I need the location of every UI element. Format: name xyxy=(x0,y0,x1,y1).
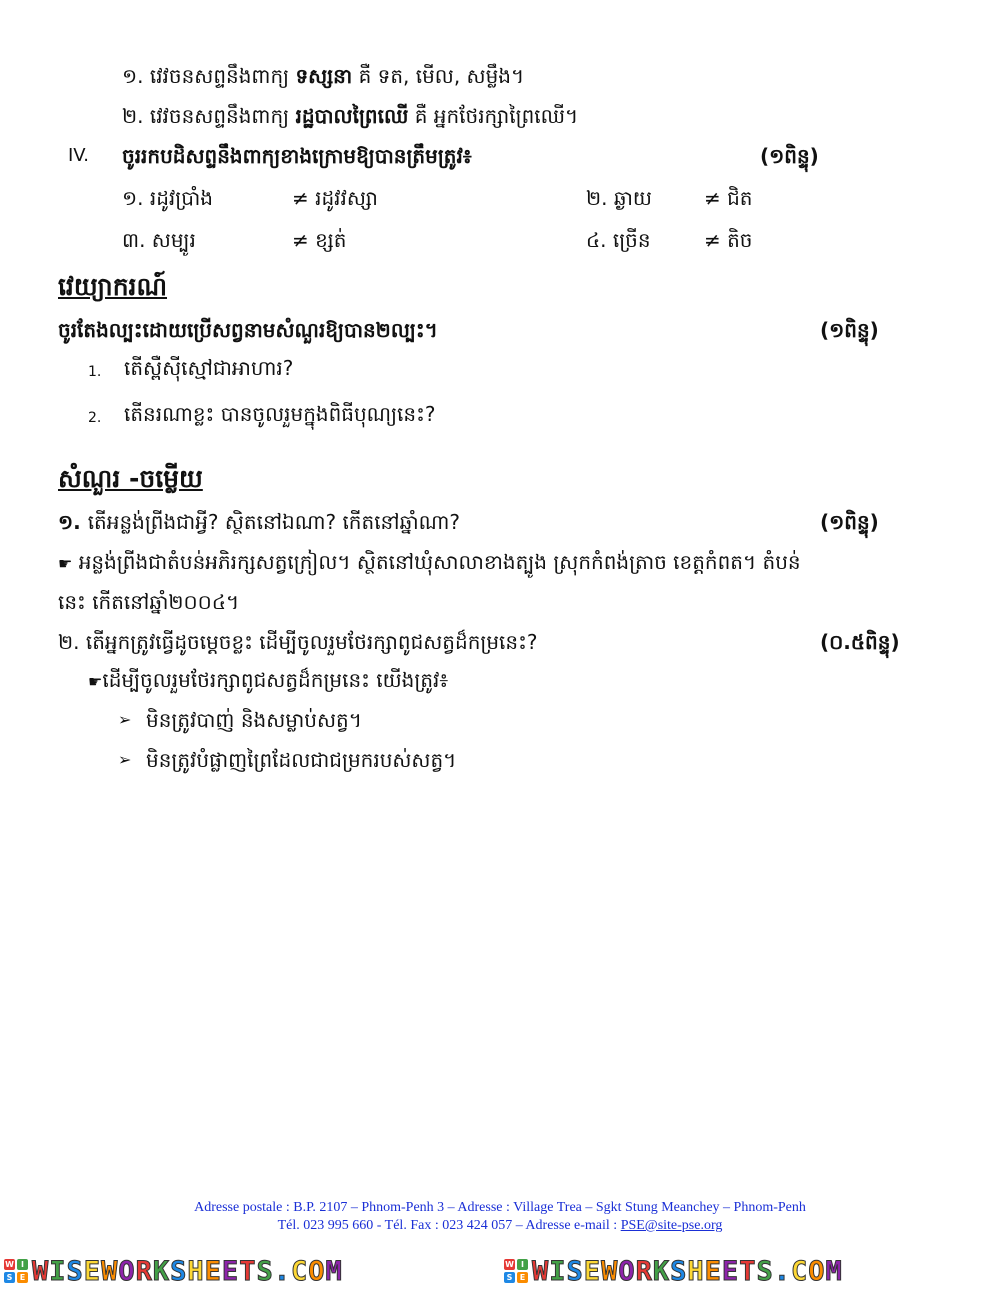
grammar-sentence: តើស្ពឺស៊ីស្មៅជាអាហារ? xyxy=(124,356,294,380)
brand-letter: H xyxy=(687,1255,705,1287)
answer-2-item: មិនត្រូវបាញ់ និងសម្លាប់សត្វ។ xyxy=(146,708,362,732)
vocab-example-2 xyxy=(122,102,578,130)
brand-letter: O xyxy=(618,1255,636,1287)
question-number: ១. xyxy=(58,510,88,534)
answer-2-item: មិនត្រូវបំផ្លាញព្រៃដែលជាជម្រករបស់សត្វ។ xyxy=(146,748,457,772)
antonym-word: ២. ឆ្ងាយ xyxy=(586,186,652,210)
brand-letter: R xyxy=(635,1255,653,1287)
grammar-sentence: តើនរណាខ្លះ បានចូលរួមក្នុងពិធីបុណ្យនេះ? xyxy=(124,402,436,426)
brand-letter: O xyxy=(808,1255,826,1287)
grammar-instruction: ចូរតែងល្បះដោយប្រើសព្វនាមសំណួរឱ្យបាន២ល្បះ។ xyxy=(58,318,438,342)
brand-letter: H xyxy=(187,1255,205,1287)
antonym-pair: ≠ រដូវវស្សា xyxy=(292,186,378,210)
antonym-pair: ≠ ខ្សត់ xyxy=(292,228,347,252)
answer-1-line-1 xyxy=(58,548,801,578)
brand-text xyxy=(532,1256,843,1287)
vocab-example-meaning: គឺ ទត, មើល, សម្លឹង។ xyxy=(352,64,525,88)
logo-letter: W xyxy=(5,1260,14,1269)
brand-letter: R xyxy=(135,1255,153,1287)
vocab-example-meaning: គឺ អ្នកថែរក្សាព្រៃឈើ។ xyxy=(408,104,579,128)
brand-letter: S xyxy=(256,1255,274,1287)
brand-letter: C xyxy=(290,1255,309,1287)
antonym-pair: ≠ ជិត xyxy=(704,186,753,210)
antonym-word: ៣. សម្បូរ xyxy=(122,228,196,252)
arrow-bullet-icon: ➢ xyxy=(118,710,132,729)
arrow-bullet-icon: ➢ xyxy=(118,750,132,769)
vocab-example-1 xyxy=(122,62,524,90)
pointing-hand-icon: ☛ xyxy=(58,554,73,573)
question-2-points: (០.៥ពិន្ទុ) xyxy=(820,630,900,654)
brand-logo-2[interactable] xyxy=(504,1255,843,1287)
email-link[interactable]: PSE@site-pse.org xyxy=(620,1218,723,1233)
brand-letter: W xyxy=(532,1255,550,1287)
vocab-example-prefix: ១. វេវចនសព្ទនឹងពាក្យ xyxy=(122,64,296,88)
answer-text: អន្លង់ព្រីងជាតំបន់អភិរក្សសត្វក្រៀល។ ស្ថិតនៅឃុំសាលាខាងត្បូង ស្រុកកំពង់ត្រាច ខេត្តកំពត។ តំបន់ xyxy=(78,550,801,574)
footer-contact xyxy=(0,1217,1000,1234)
brand-letter: W xyxy=(101,1255,119,1287)
antonym-pair: ≠ តិច xyxy=(704,228,753,252)
brand-logo-1[interactable] xyxy=(4,1255,343,1287)
section-iv-instruction: ចូររកបដិសព្ទនឹងពាក្យខាងក្រោមឱ្យបានត្រឹមត្រូវ៖ xyxy=(122,144,472,168)
brand-text xyxy=(32,1256,343,1287)
logo-letter: E xyxy=(517,1272,528,1283)
brand-letter: M xyxy=(325,1255,343,1287)
question-2: ២. តើអ្នកត្រូវធ្វើដូចម្ដេចខ្លះ ដើម្បីចូលរួមថែរក្សាពូជសត្វដ៏កម្រនេះ? xyxy=(58,630,538,654)
brand-strip xyxy=(0,1255,1000,1287)
logo-letter: E xyxy=(17,1272,28,1283)
vocab-example-word: រដ្ឋបាលព្រៃឈើ xyxy=(295,104,409,128)
question-text: តើអន្លង់ព្រីងជាអ្វី? ស្ថិតនៅឯណា? កើតនៅឆ្នាំណា? xyxy=(87,510,460,534)
brand-letter: . xyxy=(273,1255,291,1287)
pointing-hand-icon: ☛ xyxy=(88,672,103,691)
brand-letter: K xyxy=(152,1255,171,1287)
brand-logo-icon xyxy=(4,1259,28,1283)
brand-letter: E xyxy=(704,1255,722,1287)
antonym-word: ៤. ច្រើន xyxy=(586,228,651,252)
logo-letter: I xyxy=(17,1259,28,1270)
logo-letter: S xyxy=(504,1272,515,1283)
list-number: 1. xyxy=(88,364,102,380)
brand-letter: T xyxy=(239,1255,257,1287)
brand-letter: E xyxy=(83,1255,102,1287)
answer-text: ដើម្បីចូលរួមថែរក្សាពូជសត្វដ៏កម្រនេះ យើងត្រូវ៖ xyxy=(102,668,449,692)
brand-letter: S xyxy=(566,1255,584,1287)
brand-letter: T xyxy=(739,1255,757,1287)
brand-letter: S xyxy=(756,1255,774,1287)
question-1-points: (១ពិន្ទុ) xyxy=(820,510,879,534)
brand-letter: S xyxy=(170,1255,188,1287)
logo-letter: W xyxy=(505,1260,514,1269)
brand-letter: M xyxy=(825,1255,843,1287)
brand-letter: W xyxy=(32,1255,50,1287)
grammar-heading: វេយ្យាករណ៍ xyxy=(58,272,168,301)
logo-letter: S xyxy=(4,1272,15,1283)
brand-letter: I xyxy=(549,1255,567,1287)
brand-letter: K xyxy=(652,1255,671,1287)
section-iv-number: IV. xyxy=(68,145,90,166)
brand-letter: O xyxy=(118,1255,136,1287)
answer-1-line-2: នេះ កើតនៅឆ្នាំ២០០៤។ xyxy=(58,590,240,614)
question-1 xyxy=(58,508,460,536)
brand-letter: S xyxy=(670,1255,688,1287)
vocab-example-prefix: ២. វេវចនសព្ទនឹងពាក្យ xyxy=(122,104,296,128)
logo-letter: I xyxy=(517,1259,528,1270)
list-number: 2. xyxy=(88,410,102,426)
brand-letter: E xyxy=(583,1255,602,1287)
brand-letter: E xyxy=(221,1255,240,1287)
brand-letter: E xyxy=(204,1255,222,1287)
brand-letter: I xyxy=(49,1255,67,1287)
footer-address: Adresse postale : B.P. 2107 – Phnom-Penh 3 – Adresse : Village Trea – Sgkt Stung Meanchey – Phnom-Penh xyxy=(194,1200,806,1215)
antonym-word: ១. រដូវប្រាំង xyxy=(122,186,213,210)
brand-logo-icon xyxy=(504,1259,528,1283)
brand-letter: S xyxy=(66,1255,84,1287)
brand-letter: E xyxy=(721,1255,740,1287)
brand-letter: W xyxy=(601,1255,619,1287)
vocab-example-word: ទស្សនា xyxy=(295,64,353,88)
brand-letter: O xyxy=(308,1255,326,1287)
section-iv-points: (១ពិន្ទុ) xyxy=(760,144,819,168)
answer-2-intro xyxy=(88,666,448,696)
brand-letter: C xyxy=(790,1255,809,1287)
qa-heading: សំណួរ -ចម្លើយ xyxy=(58,464,203,493)
brand-letter: . xyxy=(773,1255,791,1287)
footer-contact-text: Tél. 023 995 660 - Tél. Fax : 023 424 057 – Adresse e-mail : xyxy=(277,1218,621,1233)
grammar-points: (១ពិន្ទុ) xyxy=(820,318,879,342)
